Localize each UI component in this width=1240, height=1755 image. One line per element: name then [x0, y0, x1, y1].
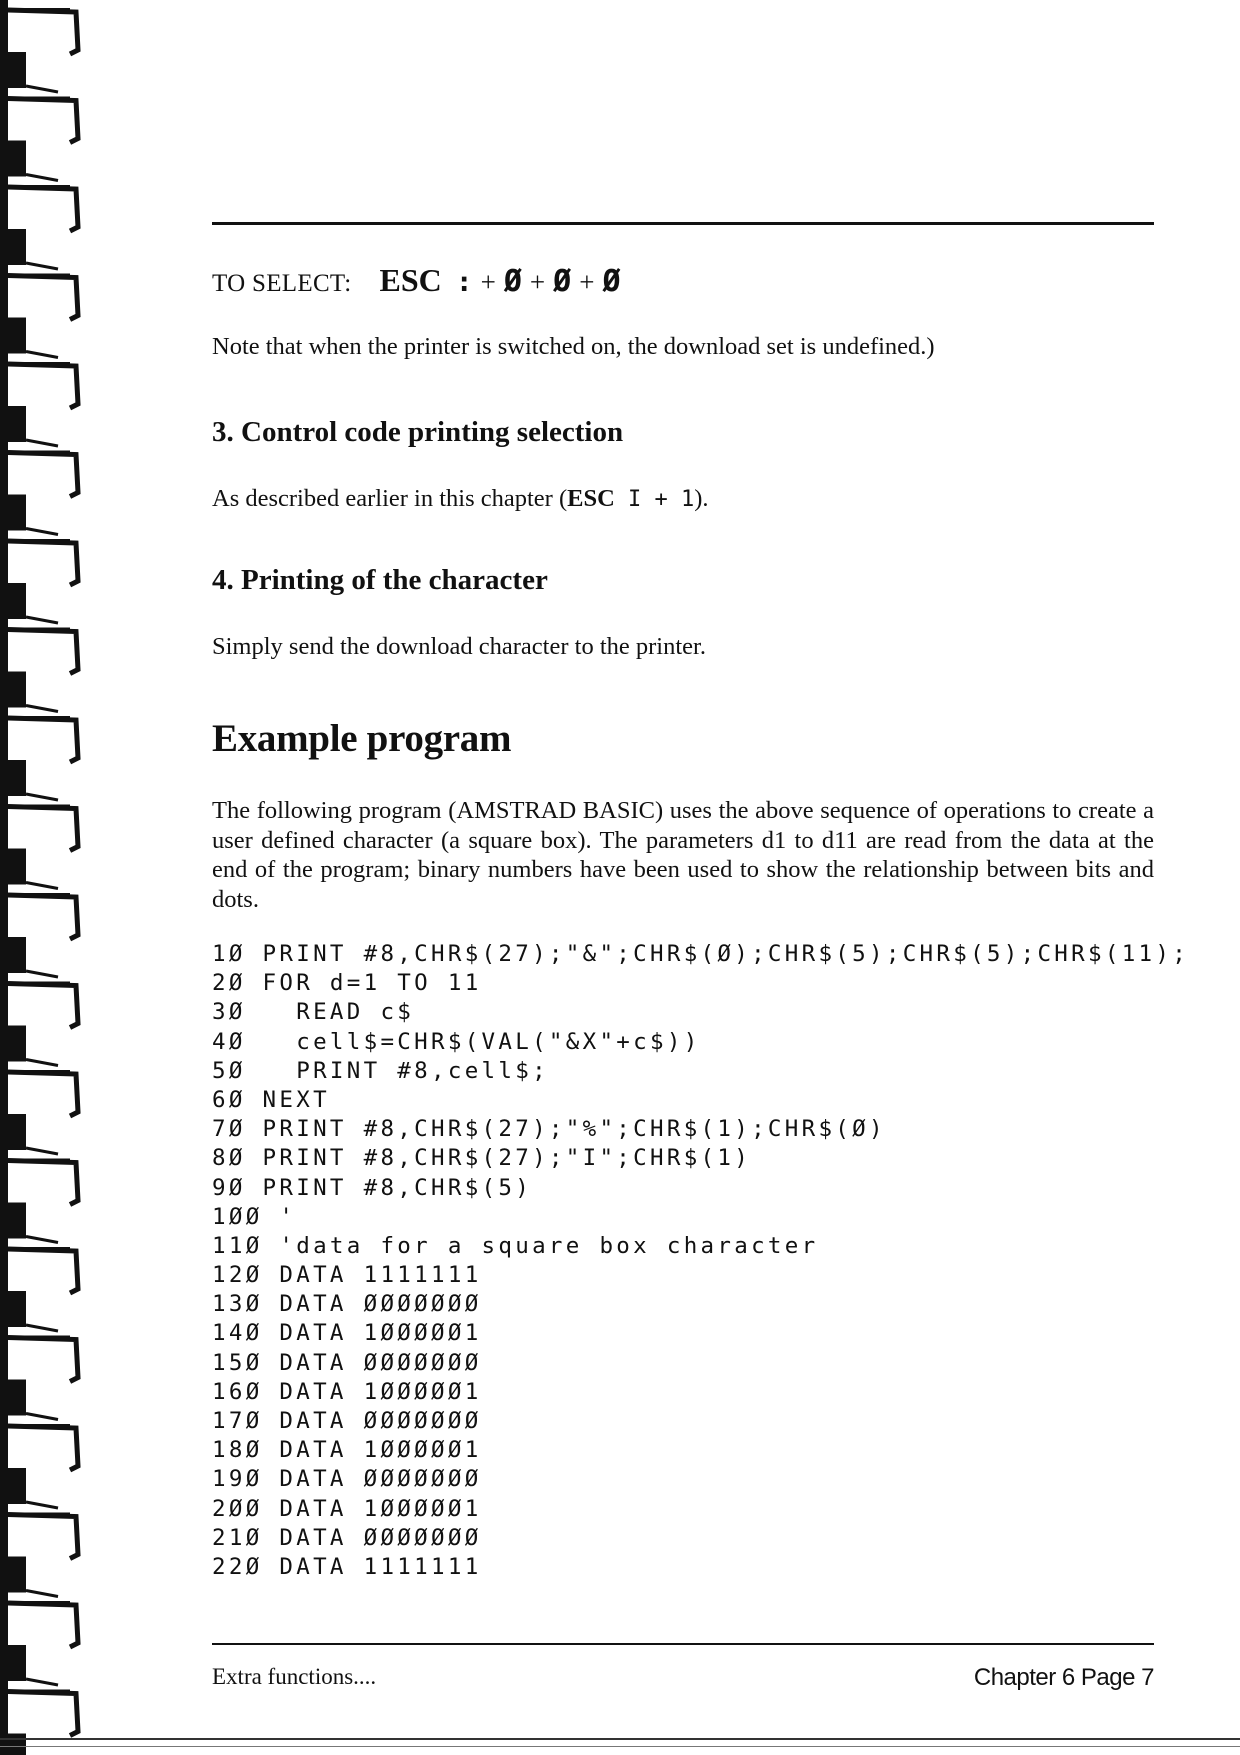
plus-symbol: +: [579, 267, 595, 297]
zero-symbol: Ø: [602, 264, 621, 299]
binding-mark: [8, 984, 78, 1028]
code-line: 12Ø DATA 1111111: [212, 1262, 482, 1289]
zero-symbol: Ø: [553, 264, 572, 299]
plus-symbol: +: [529, 267, 546, 297]
code-line: 14Ø DATA 1ØØØØØ1: [212, 1320, 482, 1347]
bottom-rule: [212, 1643, 1154, 1645]
binding-mark: [0, 229, 26, 265]
select-label: TO SELECT:: [212, 270, 352, 297]
binding-mark: [26, 1148, 58, 1154]
colon-symbol: :: [455, 265, 473, 298]
example-intro: The following program (AMSTRAD BASIC) uses the above sequence of operations to create a user defined character (a square box). The parameters d1 to d11 are read from the data at the end of the program; binary numbers have been used to show the relationship between bits and dots.: [212, 797, 1154, 913]
section-3-text-after: ).: [694, 485, 709, 512]
binding-mark: [0, 1203, 26, 1239]
binding-mark: [26, 263, 58, 269]
binding-mark: [26, 86, 58, 92]
binding-mark: [26, 440, 58, 446]
code-line: 15Ø DATA ØØØØØØØ: [212, 1349, 482, 1376]
binding-mark: [8, 187, 78, 231]
code-line: 2Ø FOR d=1 TO 11: [212, 970, 482, 997]
code-line: 7Ø PRINT #8,CHR$(27);"%";CHR$(1);CHR$(Ø): [212, 1116, 886, 1143]
binding-mark: [0, 52, 26, 88]
binding-mark: [26, 529, 58, 535]
binding-mark: [8, 276, 78, 320]
binding-mark: [8, 807, 78, 851]
binding-mark: [8, 364, 78, 408]
binding-mark: [26, 1679, 58, 1685]
code-line: 2ØØ DATA 1ØØØØØ1: [212, 1495, 482, 1522]
binding-mark: [0, 1114, 26, 1150]
binding-mark: [8, 1692, 78, 1736]
binding-mark: [26, 617, 58, 623]
plus-symbol: +: [480, 267, 496, 297]
binding-mark: [8, 541, 78, 585]
binding-mark: [0, 583, 26, 619]
binding-mark: [8, 99, 78, 143]
code-line: 11Ø 'data for a square box character: [212, 1232, 819, 1259]
binding-mark: [0, 495, 26, 531]
binding-mark: [0, 849, 26, 885]
code-line: 18Ø DATA 1ØØØØØ1: [212, 1437, 482, 1464]
note-paragraph: Note that when the printer is switched on, the download set is undefined.): [212, 333, 935, 360]
binding-mark: [8, 630, 78, 674]
esc-key: ESC: [379, 262, 442, 298]
binding-mark: [8, 1072, 78, 1116]
binding-mark: [26, 1060, 58, 1066]
binding-mark: [0, 937, 26, 973]
binding-mark: [0, 141, 26, 177]
binding-mark: [0, 406, 26, 442]
binding-mark: [26, 706, 58, 712]
binding-mark: [8, 1249, 78, 1293]
top-rule: [212, 222, 1154, 225]
binding-mark: [26, 352, 58, 358]
spiral-binding: [0, 0, 84, 1755]
code-listing: [212, 940, 1189, 1582]
binding-mark: [8, 1603, 78, 1647]
section-3-heading: 3. Control code printing selection: [212, 416, 624, 448]
code-line: 9Ø PRINT #8,CHR$(5): [212, 1174, 533, 1201]
binding-mark: [0, 1468, 26, 1504]
code-line: 19Ø DATA ØØØØØØØ: [212, 1466, 482, 1493]
inline-code: I + 1: [614, 487, 695, 512]
binding-mark: [26, 175, 58, 181]
binding-mark: [8, 1161, 78, 1205]
binding-mark: [26, 1591, 58, 1597]
code-line: 1Ø PRINT #8,CHR$(27);"&";CHR$(Ø);CHR$(5);CHR$(5);CHR$(11);: [212, 941, 1190, 967]
code-line: 21Ø DATA ØØØØØØØ: [212, 1524, 482, 1551]
code-line: 8Ø PRINT #8,CHR$(27);"I";CHR$(1): [212, 1145, 752, 1172]
binding-mark: [26, 883, 58, 889]
binding-mark: [8, 1338, 78, 1382]
code-line: 1ØØ ': [212, 1203, 297, 1230]
code-line: 17Ø DATA ØØØØØØØ: [212, 1408, 482, 1434]
binding-mark: [8, 1515, 78, 1559]
binding-mark: [0, 1380, 26, 1416]
binding-mark: [0, 1557, 26, 1593]
footer-section-title: Extra functions....: [212, 1664, 377, 1689]
code-line: 22Ø DATA 1111111: [212, 1553, 482, 1580]
code-line: 5Ø PRINT #8,cell$;: [212, 1057, 549, 1084]
esc-inline: ESC: [567, 485, 615, 512]
binding-mark: [0, 1026, 26, 1062]
binding-mark: [26, 1325, 58, 1331]
binding-mark: [0, 760, 26, 796]
section-4-heading: 4. Printing of the character: [212, 564, 548, 596]
section-4-text: Simply send the download character to the printer.: [212, 633, 706, 660]
binding-mark: [26, 1237, 58, 1243]
code-line: 4Ø cell$=CHR$(VAL("&X"+c$)): [212, 1028, 701, 1055]
binding-mark: [8, 453, 78, 497]
example-heading: Example program: [212, 717, 512, 760]
page-bottom-edge: [0, 1738, 1240, 1747]
binding-mark: [26, 1502, 58, 1508]
binding-mark: [0, 1645, 26, 1681]
section-3-text-before: As described earlier in this chapter (: [212, 485, 568, 512]
binding-mark: [8, 895, 78, 939]
select-sequence: [212, 262, 621, 299]
binding-mark: [8, 1426, 78, 1470]
footer-page-number: Chapter 6 Page 7: [973, 1664, 1154, 1691]
zero-symbol: Ø: [503, 264, 522, 299]
binding-mark: [8, 10, 78, 54]
binding-mark: [8, 718, 78, 762]
binding-mark: [26, 794, 58, 800]
code-line: 13Ø DATA ØØØØØØØ: [212, 1291, 482, 1318]
section-3-text: [212, 484, 1154, 515]
code-line: 6Ø NEXT: [212, 1086, 330, 1113]
binding-mark: [0, 318, 26, 354]
code-line: 16Ø DATA 1ØØØØØ1: [212, 1378, 482, 1405]
code-line: 3Ø READ c$: [212, 999, 415, 1026]
binding-mark: [26, 1414, 58, 1420]
binding-mark: [26, 971, 58, 977]
binding-mark: [0, 1291, 26, 1327]
binding-mark: [0, 672, 26, 708]
